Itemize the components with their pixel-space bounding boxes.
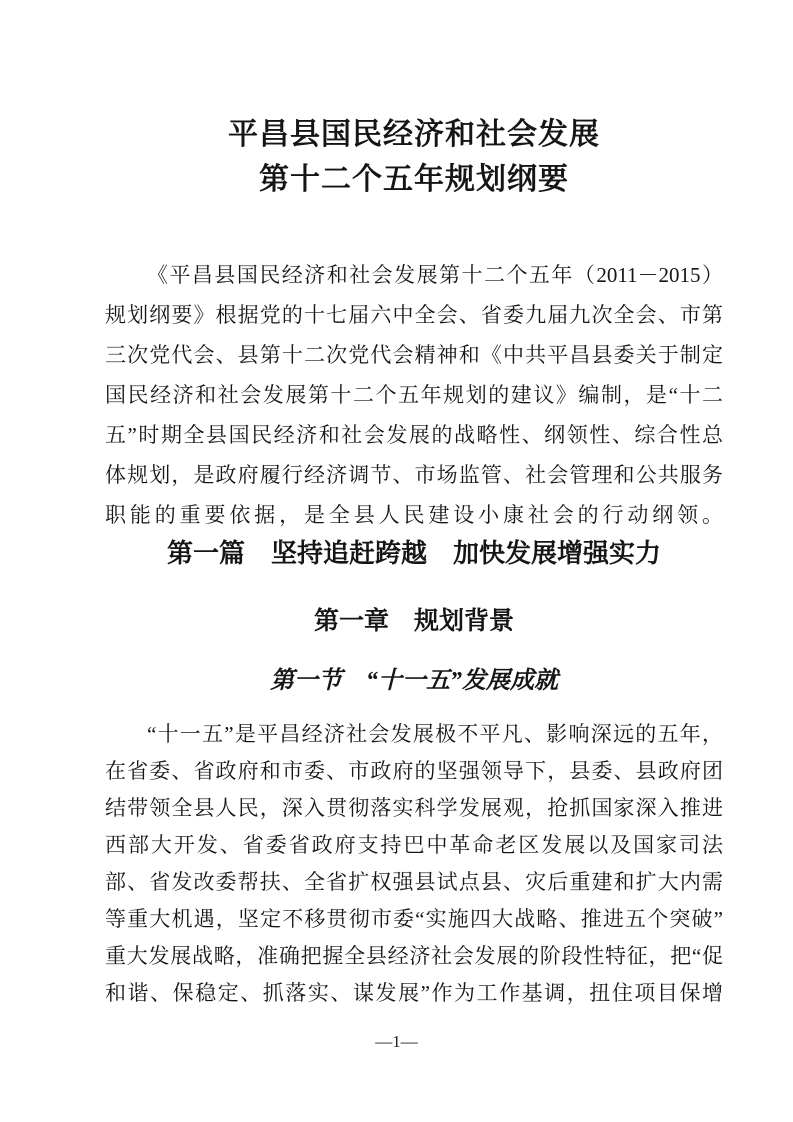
intro-paragraph-line: 规划纲要》根据党的十七届六中全会、省委九届九次全会、市第 bbox=[105, 303, 723, 327]
achievements-paragraph-line: 部、省发改委帮扶、全省扩权强县试点县、灾后重建和扩大内需 bbox=[105, 870, 723, 894]
achievements-paragraph-line: 重大发展战略，准确把握全县经济社会发展的阶段性特征，把“促 bbox=[105, 944, 723, 968]
intro-paragraph-line: 职能的重要依据，是全县人民建设小康社会的行动纲领。 bbox=[105, 503, 723, 527]
achievements-paragraph-line: 等重大机遇，坚定不移贯彻市委“实施四大战略、推进五个突破” bbox=[105, 907, 723, 931]
page-number: —1— bbox=[375, 1032, 418, 1051]
achievements-paragraph-line: “十一五”是平昌经济社会发展极不平凡、影响深远的五年， bbox=[147, 722, 723, 746]
document-title-line: 第十二个五年规划纲要 bbox=[259, 163, 569, 196]
intro-paragraph-line: 国民经济和社会发展第十二个五年规划的建议》编制，是“十二 bbox=[105, 383, 723, 407]
achievements-paragraph bbox=[105, 716, 723, 1012]
intro-paragraph-line: 五”时期全县国民经济和社会发展的战略性、纲领性、综合性总 bbox=[105, 423, 723, 447]
page-content bbox=[105, 0, 723, 1012]
intro-paragraph bbox=[105, 255, 723, 535]
intro-paragraph-line: 《平昌县国民经济和社会发展第十二个五年（2011－2015） bbox=[147, 263, 723, 287]
chapter-heading: 第一章 规划背景 bbox=[313, 607, 514, 635]
section-heading: 第一节 “十一五”发展成就 bbox=[270, 668, 558, 694]
intro-paragraph-line: 体规划，是政府履行经济调节、市场监管、社会管理和公共服务 bbox=[105, 463, 723, 487]
document-title-line: 平昌县国民经济和社会发展 bbox=[228, 118, 600, 151]
achievements-paragraph-line: 西部大开发、省委省政府支持巴中革命老区发展以及国家司法 bbox=[105, 833, 723, 857]
document-title bbox=[105, 112, 723, 202]
intro-paragraph-line: 三次党代会、县第十二次党代会精神和《中共平昌县委关于制定 bbox=[105, 343, 723, 367]
achievements-paragraph-line: 在省委、省政府和市委、市政府的坚强领导下，县委、县政府团 bbox=[105, 759, 723, 783]
achievements-paragraph-line: 和谐、保稳定、抓落实、谋发展”作为工作基调，扭住项目保增 bbox=[105, 981, 723, 1005]
part-heading: 第一篇 坚持追赶跨越 加快发展增强实力 bbox=[166, 538, 661, 568]
achievements-paragraph-line: 结带领全县人民，深入贯彻落实科学发展观，抢抓国家深入推进 bbox=[105, 796, 723, 820]
